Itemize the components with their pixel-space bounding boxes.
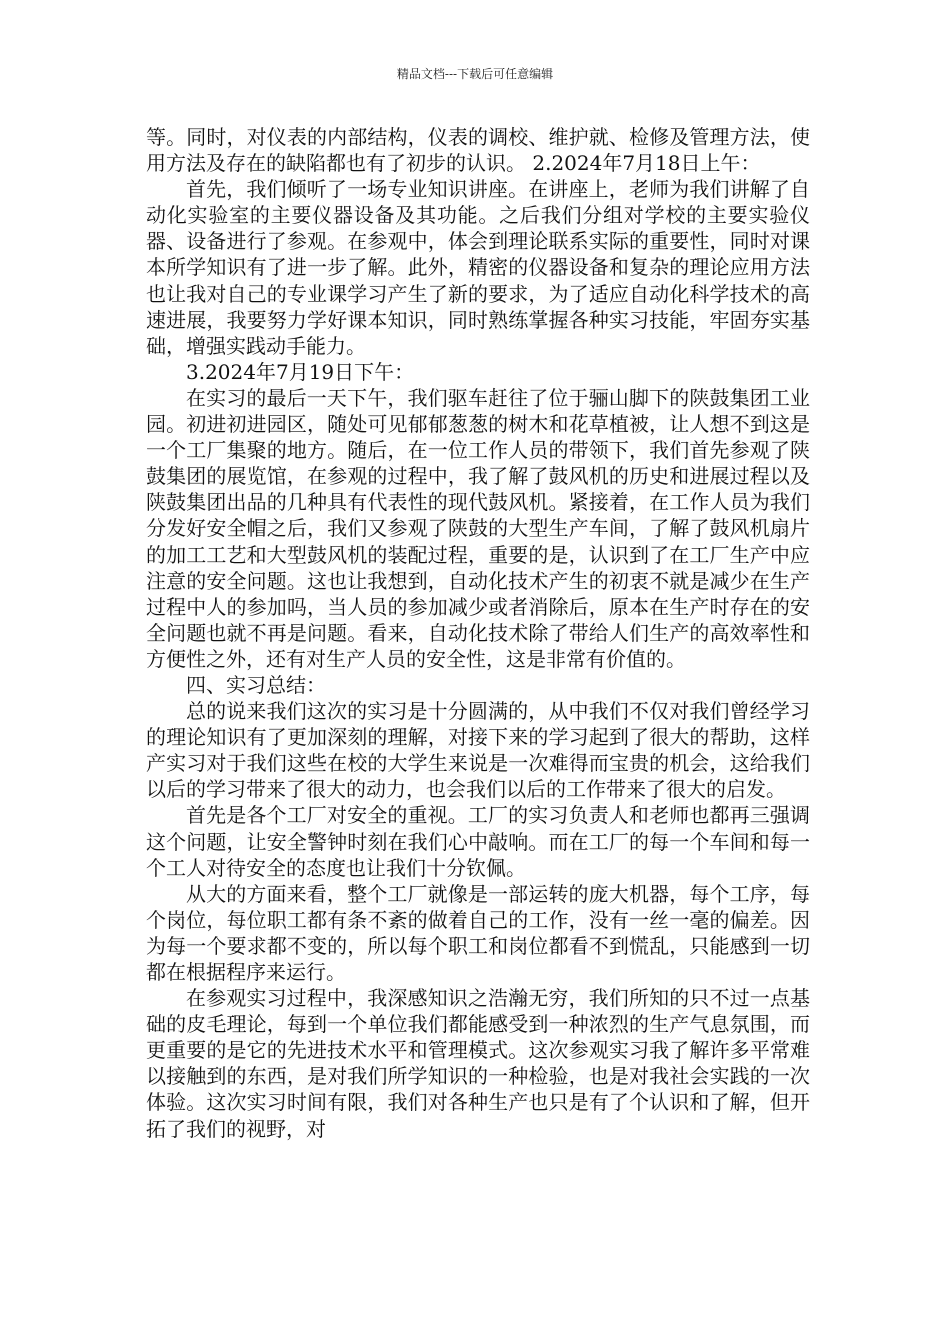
- paragraph-7: 在参观实习过程中，我深感知识之浩瀚无穷，我们所知的只不过一点基础的皮毛理论，每到一个单位我们都能感受到一种浓烈的生产气息氛围，而更重要的是它的先进技术水平和管理模式。这次参观实习我了解许多平常难以接触到的东西，是对我们所学知识的一种检验，也是对我社会实践的一次体验。这次实习时间有限，我们对各种生产也只是有了个认识和了解，但开拓了我们的视野，对: [146, 986, 810, 1141]
- section-date-heading: 3.2024年7月19日下午：: [186, 359, 415, 384]
- paragraph-5: 首先是各个工厂对安全的重视。工厂的实习负责人和老师也都再三强调这个问题，让安全警钟时刻在我们心中敲响。而在工厂的每一个车间和每一个工人对待安全的态度也让我们十分钦佩。: [146, 803, 810, 880]
- paragraph-2: 首先，我们倾听了一场专业知识讲座。在讲座上，老师为我们讲解了自动化实验室的主要仪器设备及其功能。之后我们分组对学校的主要实验仪器、设备进行了参观。在参观中，体会到理论联系实际的重要性，同时对课本所学知识有了进一步了解。此外，精密的仪器设备和复杂的理论应用方法也让我对自己的专业课学习产生了新的要求，为了适应自动化科学技术的高速进展，我要努力学好课本知识，同时熟练掌握各种实习技能，牢固夯实基础，增强实践动手能力。: [146, 177, 810, 358]
- document-body: [146, 124, 810, 1142]
- page-header: 精品文档---下载后可任意编辑: [396, 67, 554, 81]
- paragraph-1: 等。同时，对仪表的内部结构，仪表的调校、维护就、检修及管理方法，使用方法及存在的缺陷都也有了初步的认识。 2.2024年7月18日上午：: [146, 125, 810, 176]
- section-heading-summary: 四、实习总结：: [186, 672, 326, 697]
- paragraph-4: 总的说来我们这次的实习是十分圆满的，从中我们不仅对我们曾经学习的理论知识有了更加深刻的理解，对接下来的学习起到了很大的帮助，这样产实习对于我们这些在校的大学生来说是一次难得而宝贵的机会，这给我们以后的学习带来了很大的动力，也会我们以后的工作带来了很大的启发。: [146, 699, 810, 802]
- paragraph-3: 在实习的最后一天下午，我们驱车赶往了位于骊山脚下的陕鼓集团工业园。初进初进园区，随处可见郁郁葱葱的树木和花草植被，让人想不到这是一个工厂集聚的地方。随后，在一位工作人员的带领下，我们首先参观了陕鼓集团的展览馆，在参观的过程中，我了解了鼓风机的历史和进展过程以及陕鼓集团出品的几种具有代表性的现代鼓风机。紧接着，在工作人员为我们分发好安全帽之后，我们又参观了陕鼓的大型生产车间，了解了鼓风机扇片的加工工艺和大型鼓风机的装配过程，重要的是，认识到了在工厂生产中应注意的安全问题。这也让我想到，自动化技术产生的初衷不就是减少在生产过程中人的参加吗，当人员的参加减少或者消除后，原本在生产时存在的安全问题也就不再是问题。看来，自动化技术除了带给人们生产的高效率性和方便性之外，还有对生产人员的安全性，这是非常有价值的。: [146, 385, 810, 671]
- paragraph-6: 从大的方面来看，整个工厂就像是一部运转的庞大机器，每个工序，每个岗位，每位职工都有条不紊的做着自己的工作，没有一丝一毫的偏差。因为每一个要求都不变的，所以每个职工和岗位都看不到慌乱，只能感到一切都在根据程序来运行。: [146, 881, 810, 984]
